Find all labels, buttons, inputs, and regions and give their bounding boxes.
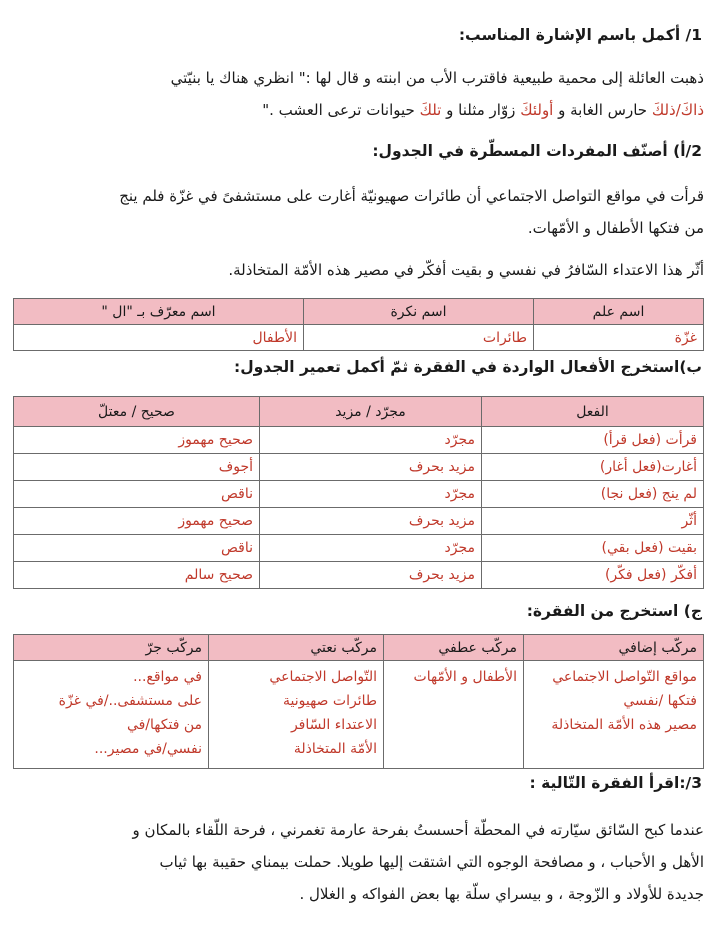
cell-definite-noun: الأطفال (14, 325, 304, 351)
form-cell: مزيد بحرف (260, 508, 482, 535)
list-item: مصير هذه الأمّة المتخاذلة (551, 717, 697, 733)
section3-paragraph (14, 814, 704, 910)
list-item: الاعتداء السّافر (290, 717, 377, 733)
form-cell: مجرّد (260, 427, 482, 454)
list-item: فتكها /نفسي (623, 693, 697, 709)
list-item: على مستشفى../في غزّة (58, 693, 202, 709)
header-definite-noun: اسم معرّف بـ "ال " (14, 299, 304, 325)
answer-tilka: تلكَ (419, 101, 442, 119)
type-cell: أجوف (14, 454, 260, 481)
list-item: طائرات صهيونية (283, 693, 377, 709)
type-cell: صحيح مهموز (14, 508, 260, 535)
header-verb: الفعل (482, 397, 704, 427)
section1-paragraph (14, 62, 704, 126)
cell-jarr (14, 661, 209, 769)
header-type: صحيح / معتلّ (14, 397, 260, 427)
table-row (14, 508, 704, 535)
list-item: في مواقع... (133, 669, 202, 685)
type-cell: ناقص (14, 481, 260, 508)
text-segment: حارس الغابة و (553, 101, 652, 119)
type-cell: صحيح مهموز (14, 427, 260, 454)
text-segment: زوّار مثلنا و (441, 101, 521, 119)
cell-naati (209, 661, 384, 769)
verb-cell: أفكّر (فعل فكّر) (482, 562, 704, 589)
table-row (14, 481, 704, 508)
list-item: الأطفال و الأمّهات (413, 669, 517, 685)
verbs-table (13, 396, 704, 589)
table-row (14, 427, 704, 454)
section1-line2 (14, 94, 704, 126)
verb-cell: بقيت (فعل بقي) (482, 535, 704, 562)
verb-cell: أغارت(فعل أغار) (482, 454, 704, 481)
cell-atfi (384, 661, 524, 769)
header-atfi: مركّب عطفي (384, 635, 524, 661)
form-cell: مزيد بحرف (260, 454, 482, 481)
list-item: من فتكها/في (126, 717, 202, 733)
header-naati: مركّب نعتي (209, 635, 384, 661)
section3-title: 3/:اقرأ الفقرة التّالية : (529, 774, 702, 792)
verb-cell: قرأت (فعل قرأ) (482, 427, 704, 454)
verb-cell: لم ينج (فعل نجا) (482, 481, 704, 508)
paragraph-line: قرأت في مواقع التواصل الاجتماعي أن طائرات صهيونيّة أغارت على مستشفىً في غزّة فلم ينج (119, 187, 704, 205)
section2a-title: 2/أ) أصنّف المفردات المسطّرة في الجدول: (372, 142, 702, 160)
text-segment: حيوانات ترعى العشب ." (262, 101, 420, 119)
type-cell: ناقص (14, 535, 260, 562)
compounds-table (13, 634, 704, 769)
form-cell: مجرّد (260, 481, 482, 508)
form-cell: مزيد بحرف (260, 562, 482, 589)
header-idafi: مركّب إضافي (524, 635, 704, 661)
paragraph-line: عندما كبح السّائق سيّارته في المحطّة أحسستُ بفرحة عارمة تغمرني ، فرحة اللّقاء بالمكان و (132, 821, 704, 839)
header-jarr: مركّب جرّ (14, 635, 209, 661)
section2a-paragraph (14, 180, 704, 244)
section2b-title: ب)استخرج الأفعال الواردة في الفقرة ثمّ أكمل تعمير الجدول: (234, 358, 702, 376)
section2a-paragraph2: أثّر هذا الاعتداء السّافرُ في نفسي و بقيت أفكّر في مصير هذه الأمّة المتخاذلة. (228, 261, 704, 279)
table-row (14, 454, 704, 481)
list-item: نفسي/في مصير... (94, 741, 202, 757)
list-item: الأمّة المتخاذلة (293, 741, 377, 757)
list-item: مواقع التّواصل الاجتماعي (552, 669, 697, 685)
section2c-title: ج) استخرج من الفقرة: (526, 602, 702, 620)
list-item: التّواصل الاجتماعي (269, 669, 377, 685)
type-cell: صحيح سالم (14, 562, 260, 589)
classification-table (13, 298, 704, 351)
header-form: مجرّد / مزيد (260, 397, 482, 427)
header-proper-noun: اسم علم (534, 299, 704, 325)
cell-proper-noun: غزّة (534, 325, 704, 351)
section1-title: 1/ أكمل باسم الإشارة المناسب: (458, 26, 702, 44)
paragraph-line: الأهل و الأحباب ، و مصافحة الوجوه التي اشتقت إليها طويلا. حملت بيمناي حقيبة بها ثياب (159, 853, 704, 871)
section1-line1: ذهبت العائلة إلى محمية طبيعية فاقترب الأب من ابنته و قال لها :" انظري هناك يا بنيّتي (170, 69, 704, 87)
verb-cell: أثّر (482, 508, 704, 535)
form-cell: مجرّد (260, 535, 482, 562)
table-row (14, 535, 704, 562)
answer-ulaika: أولئكَ (520, 101, 554, 119)
answer-dhaka: ذاكَ/ذلكَ (651, 101, 704, 119)
paragraph-line: من فتكها الأطفال و الأمّهات. (527, 219, 704, 237)
cell-idafi (524, 661, 704, 769)
header-indefinite-noun: اسم نكرة (304, 299, 534, 325)
cell-indefinite-noun: طائرات (304, 325, 534, 351)
table-row (14, 562, 704, 589)
paragraph-line: جديدة للأولاد و الزّوجة ، و بيسراي سلّة بها بعض الفواكه و الغلال . (299, 885, 704, 903)
